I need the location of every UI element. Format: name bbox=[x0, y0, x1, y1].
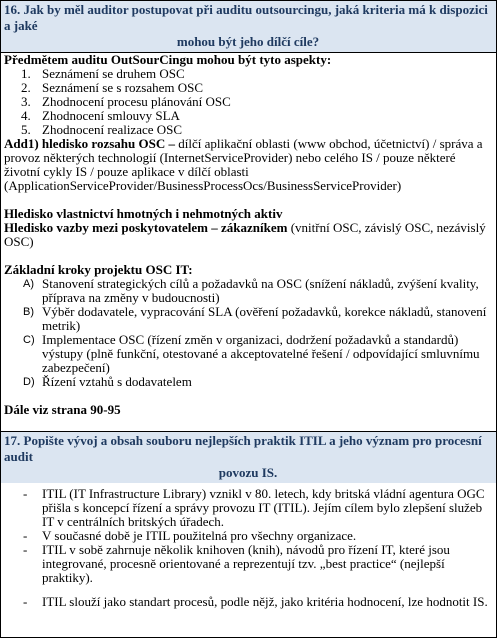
relation-label: Hledisko vazby mezi poskytovatelem – zákazníkem bbox=[4, 220, 288, 235]
question-16-title-line-2: mohou být jeho dílčí cíle? bbox=[176, 34, 320, 49]
see-also-reference: Dále viz strana 90-95 bbox=[4, 402, 121, 417]
steps-list bbox=[4, 277, 492, 389]
spacer bbox=[4, 193, 492, 207]
question-17-heading bbox=[1, 431, 496, 483]
list-item: - ITIL slouží jako standart procesů, podle nějž, jako kritéria hodnocení, lze hodnotit IS. bbox=[23, 594, 488, 609]
list-item: 1. Seznámení se druhem OSC bbox=[21, 66, 185, 81]
list-item: 3. Zhodnocení procesu plánování OSC bbox=[21, 94, 231, 109]
add1-paragraph bbox=[4, 137, 492, 193]
add1-text: dílčí aplikační oblasti (www obchod, účetnictví) / správa a provoz některých technologií (InternetServiceProvider) nebo celého IS / pouze některé životní cykly IS / pouze aplikace v dílčí oblasti (ApplicationServiceProvider/BusinessProcessOcs/BusinessServiceProvider) bbox=[4, 136, 483, 193]
itil-list bbox=[4, 487, 492, 609]
spacer bbox=[4, 389, 492, 403]
list-item: 5. Zhodnocení realizace OSC bbox=[21, 122, 183, 137]
question-16-heading bbox=[1, 1, 496, 53]
list-item: A) Stanovení strategických cílů a požadavků na OSC (snížení nákladů, zvýšení kvality, příprava na změny v budoucnosti) bbox=[23, 276, 479, 305]
ownership-heading: Hledisko vlastnictví hmotných i nehmotných aktiv bbox=[4, 206, 283, 221]
list-item: B) Výběr dodavatele, vypracování SLA (ověření požadavků, korekce nákladů, stanovení metrik) bbox=[23, 304, 487, 333]
relation-paragraph bbox=[4, 221, 492, 249]
list-item: - ITIL (IT Infrastructure Library) vznikl v 80. letech, kdy britská vládní agentura OGC přišla s koncepcí řízení a správy provozu IT (ITIL). Jejím cílem bylo zlepšení služeb IT v centrálních britských úřadech. bbox=[23, 486, 485, 529]
audit-section bbox=[1, 53, 496, 431]
list-item: C) Implementace OSC (řízení změn v organizaci, dodržení požadavků a standardů) výstupy (plně funkční, otestované a akceptovatelné řešení / odpovídající smluvnímu zabezpečení) bbox=[23, 332, 480, 375]
audit-aspects-list bbox=[4, 67, 492, 137]
list-item: D) Řízení vztahů s dodavatelem bbox=[23, 374, 192, 389]
list-item: - ITIL v sobě zahrnuje několik knihoven (knih), návodů pro řízení IT, které jsou integrované, procesně orientované a reprezentují tzv. „best practice“ (nejlepší praktiky). bbox=[23, 542, 450, 585]
audit-heading: Předmětem auditu OutSourCingu mohou být tyto aspekty: bbox=[4, 52, 332, 67]
spacer bbox=[4, 249, 492, 263]
list-item: - V současné době je ITIL použitelná pro všechny organizace. bbox=[23, 528, 357, 543]
list-item: 2. Seznámení se s rozsahem OSC bbox=[21, 80, 204, 95]
spacer bbox=[4, 417, 492, 431]
itil-section bbox=[1, 483, 496, 609]
steps-heading: Základní kroky projektu OSC IT: bbox=[4, 262, 193, 277]
question-17-title-line-1: 17. Popište vývoj a obsah souboru nejlepších praktik ITIL a jeho význam pro procesní audit bbox=[4, 433, 482, 464]
add1-label: Add1) hledisko rozsahu OSC – bbox=[4, 136, 175, 151]
question-17-title-line-2: povozu IS. bbox=[218, 465, 278, 480]
question-16-title-line-1: 16. Jak by měl auditor postupovat při auditu outsourcingu, jaká kriteria má k dispozici a jaké bbox=[4, 2, 488, 33]
list-item: 4. Zhodnocení smlouvy SLA bbox=[21, 108, 180, 123]
relation-text: (vnitřní OSC, závislý OSC, nezávislý OSC) bbox=[4, 220, 486, 249]
